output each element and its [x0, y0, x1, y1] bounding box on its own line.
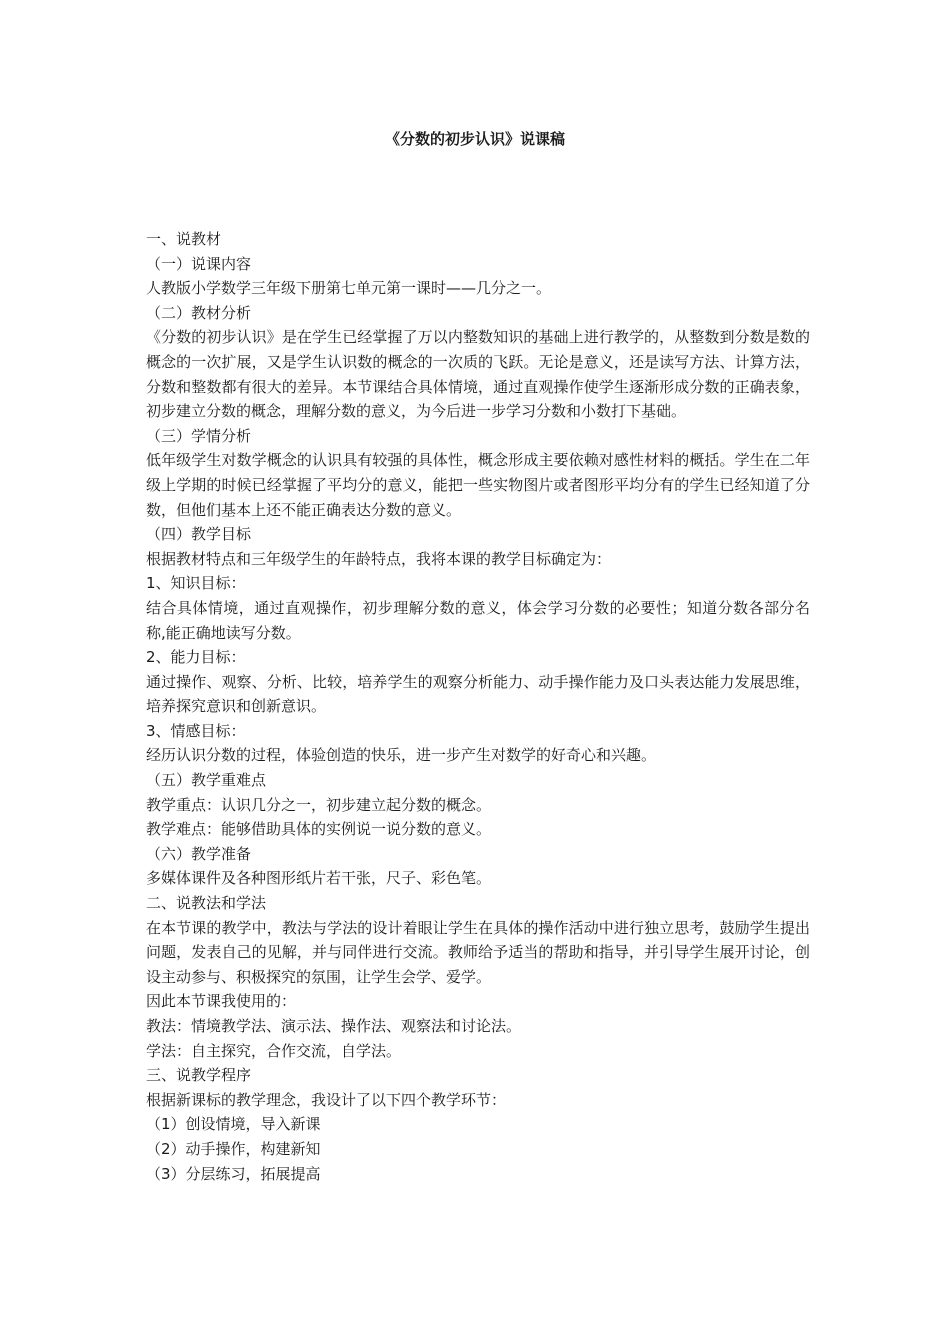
paragraph: 教学重点：认识几分之一，初步建立起分数的概念。: [146, 795, 492, 814]
subheading-material-analysis: （二）教材分析: [146, 303, 252, 322]
subheading-student-analysis: （三）学情分析: [146, 426, 252, 445]
section-heading-methods: 二、说教法和学法: [146, 894, 267, 913]
paragraph: 因此本节课我使用的：: [146, 992, 297, 1011]
paragraph: 人教版小学数学三年级下册第七单元第一课时——几分之一。: [146, 279, 552, 298]
paragraph: 结合具体情境，通过直观操作，初步理解分数的意义，体会学习分数的必要性；知道分数各部分名称,能正确地读写分数。: [146, 598, 810, 642]
objective-heading-knowledge: 1、知识目标：: [146, 574, 246, 593]
section-heading-procedure: 三、说教学程序: [146, 1066, 252, 1085]
list-item: （3）分层练习，拓展提高: [146, 1164, 321, 1183]
objective-heading-ability: 2、能力目标：: [146, 648, 246, 667]
paragraph: 教法：情境教学法、演示法、操作法、观察法和讨论法。: [146, 1017, 522, 1035]
section-heading-teaching-material: 一、说教材: [146, 230, 222, 248]
list-item: （1）创设情境，导入新课: [146, 1115, 321, 1134]
paragraph: 低年级学生对数学概念的认识具有较强的具体性，概念形成主要依赖对感性材料的概括。学生在二年级上学期的时候已经掌握了平均分的意义，能把一些实物图片或者图形平均分有的学生已经知道了分数，但他们基本上还不能正确表达分数的意义。: [146, 451, 810, 519]
document-title: 《分数的初步认识》说课稿: [384, 130, 565, 148]
paragraph: 在本节课的教学中，教法与学法的设计着眼让学生在具体的操作活动中进行独立思考，鼓励学生提出问题，发表自己的见解，并与同伴进行交流。教师给予适当的帮助和指导，并引导学生展开讨论，创设主动参与、积极探究的氛围，让学生会学、爱学。: [146, 918, 810, 986]
paragraph: 根据教材特点和三年级学生的年龄特点，我将本课的教学目标确定为：: [146, 549, 612, 568]
subheading-teaching-objectives: （四）教学目标: [146, 525, 252, 544]
paragraph: 经历认识分数的过程，体验创造的快乐，进一步产生对数学的好奇心和兴趣。: [146, 746, 657, 765]
objective-heading-emotion: 3、情感目标：: [146, 721, 246, 740]
paragraph: 通过操作、观察、分析、比较，培养学生的观察分析能力、动手操作能力及口头表达能力发展思维，培养探究意识和创新意识。: [146, 672, 810, 716]
subheading-preparation: （六）教学准备: [146, 844, 252, 863]
paragraph: 《分数的初步认识》是在学生已经掌握了万以内整数知识的基础上进行教学的，从整数到分数是数的概念的一次扩展，又是学生认识数的概念的一次质的飞跃。无论是意义，还是读写方法、计算方法，分数和整数都有很大的差异。本节课结合具体情境，通过直观操作使学生逐渐形成分数的正确表象，初步建立分数的概念，理解分数的意义，为今后进一步学习分数和小数打下基础。: [146, 328, 810, 421]
subheading-key-points: （五）教学重难点: [146, 771, 267, 790]
list-item: （2）动手操作，构建新知: [146, 1139, 321, 1158]
document-body: [146, 227, 810, 1186]
paragraph: 学法：自主探究，合作交流，自学法。: [146, 1041, 402, 1060]
paragraph: 根据新课标的教学理念，我设计了以下四个教学环节：: [146, 1090, 507, 1109]
paragraph: 教学难点：能够借助具体的实例说一说分数的意义。: [146, 820, 492, 839]
subheading-lesson-content: （一）说课内容: [146, 254, 252, 273]
paragraph: 多媒体课件及各种图形纸片若干张，尺子、彩色笔。: [146, 869, 492, 888]
